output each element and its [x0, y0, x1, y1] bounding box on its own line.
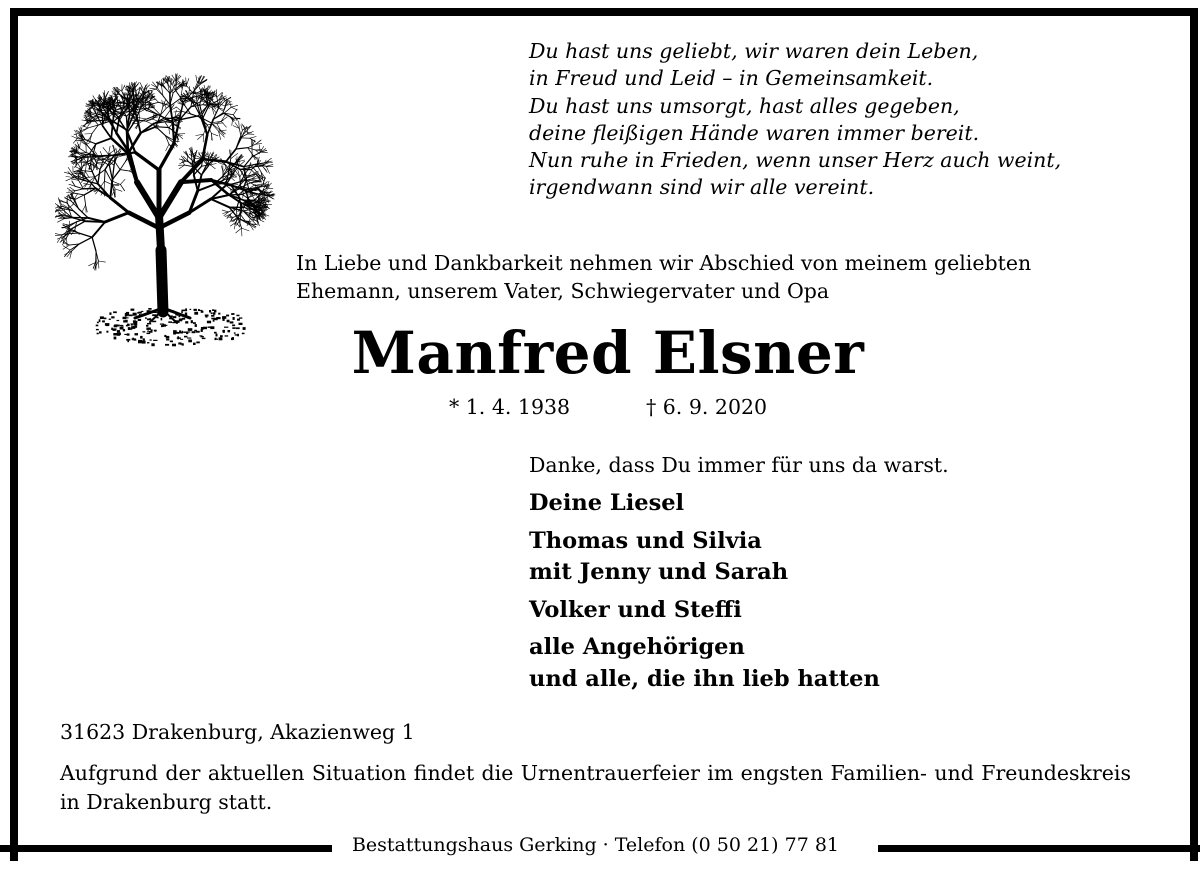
deceased-name: Manfred Elsner — [351, 319, 865, 387]
poem-line: Nun ruhe in Frieden, wenn unser Herz auch weint, — [529, 148, 1062, 173]
birth-date: * 1. 4. 1938 — [449, 395, 571, 419]
footer-rule-right — [878, 845, 1200, 852]
tree-icon — [55, 50, 285, 350]
thanks-line: Danke, dass Du immer für uns da warst. — [529, 453, 949, 477]
mourner-group — [529, 488, 880, 520]
mourner-group — [529, 595, 880, 627]
funeral-home-footer: Bestattungshaus Gerking · Telefon (0 50 21) 77 81 — [351, 834, 840, 856]
mourners-list — [529, 488, 880, 701]
mourner-line: mit Jenny und Sarah — [529, 559, 789, 585]
intro-line: In Liebe und Dankbarkeit nehmen wir Abschied von meinem geliebten — [296, 251, 1032, 275]
mourner-group — [529, 526, 880, 589]
poem-line: deine fleißigen Hände waren immer bereit. — [529, 120, 980, 145]
poem-line: Du hast uns umsorgt, hast alles gegeben, — [529, 93, 960, 118]
poem-line: irgendwann sind wir alle vereint. — [529, 175, 875, 200]
mourner-line: alle Angehörigen — [529, 634, 745, 660]
address: 31623 Drakenburg, Akazienweg 1 — [60, 720, 415, 744]
death-date: † 6. 9. 2020 — [646, 395, 768, 419]
intro-line: Ehemann, unserem Vater, Schwiegervater und Opa — [296, 279, 830, 303]
mourner-line: Volker und Steffi — [529, 596, 742, 623]
intro-text — [296, 249, 1031, 305]
mourner-group — [529, 632, 880, 695]
poem-line: Du hast uns geliebt, wir waren dein Leben, — [529, 39, 979, 63]
footer-rule-left — [0, 845, 332, 852]
mourner-line: Deine Liesel — [529, 490, 685, 516]
mourner-line: Thomas und Silvia — [529, 527, 762, 554]
poem — [529, 38, 1061, 202]
funeral-notice: Aufgrund der aktuellen Situation findet die Urnentrauerfeier im engsten Familien- und Freundeskreis in Drakenburg statt. — [60, 761, 1131, 814]
mourner-line: und alle, die ihn lieb hatten — [529, 665, 880, 692]
poem-line: in Freud und Leid – in Gemeinsamkeit. — [529, 66, 934, 91]
